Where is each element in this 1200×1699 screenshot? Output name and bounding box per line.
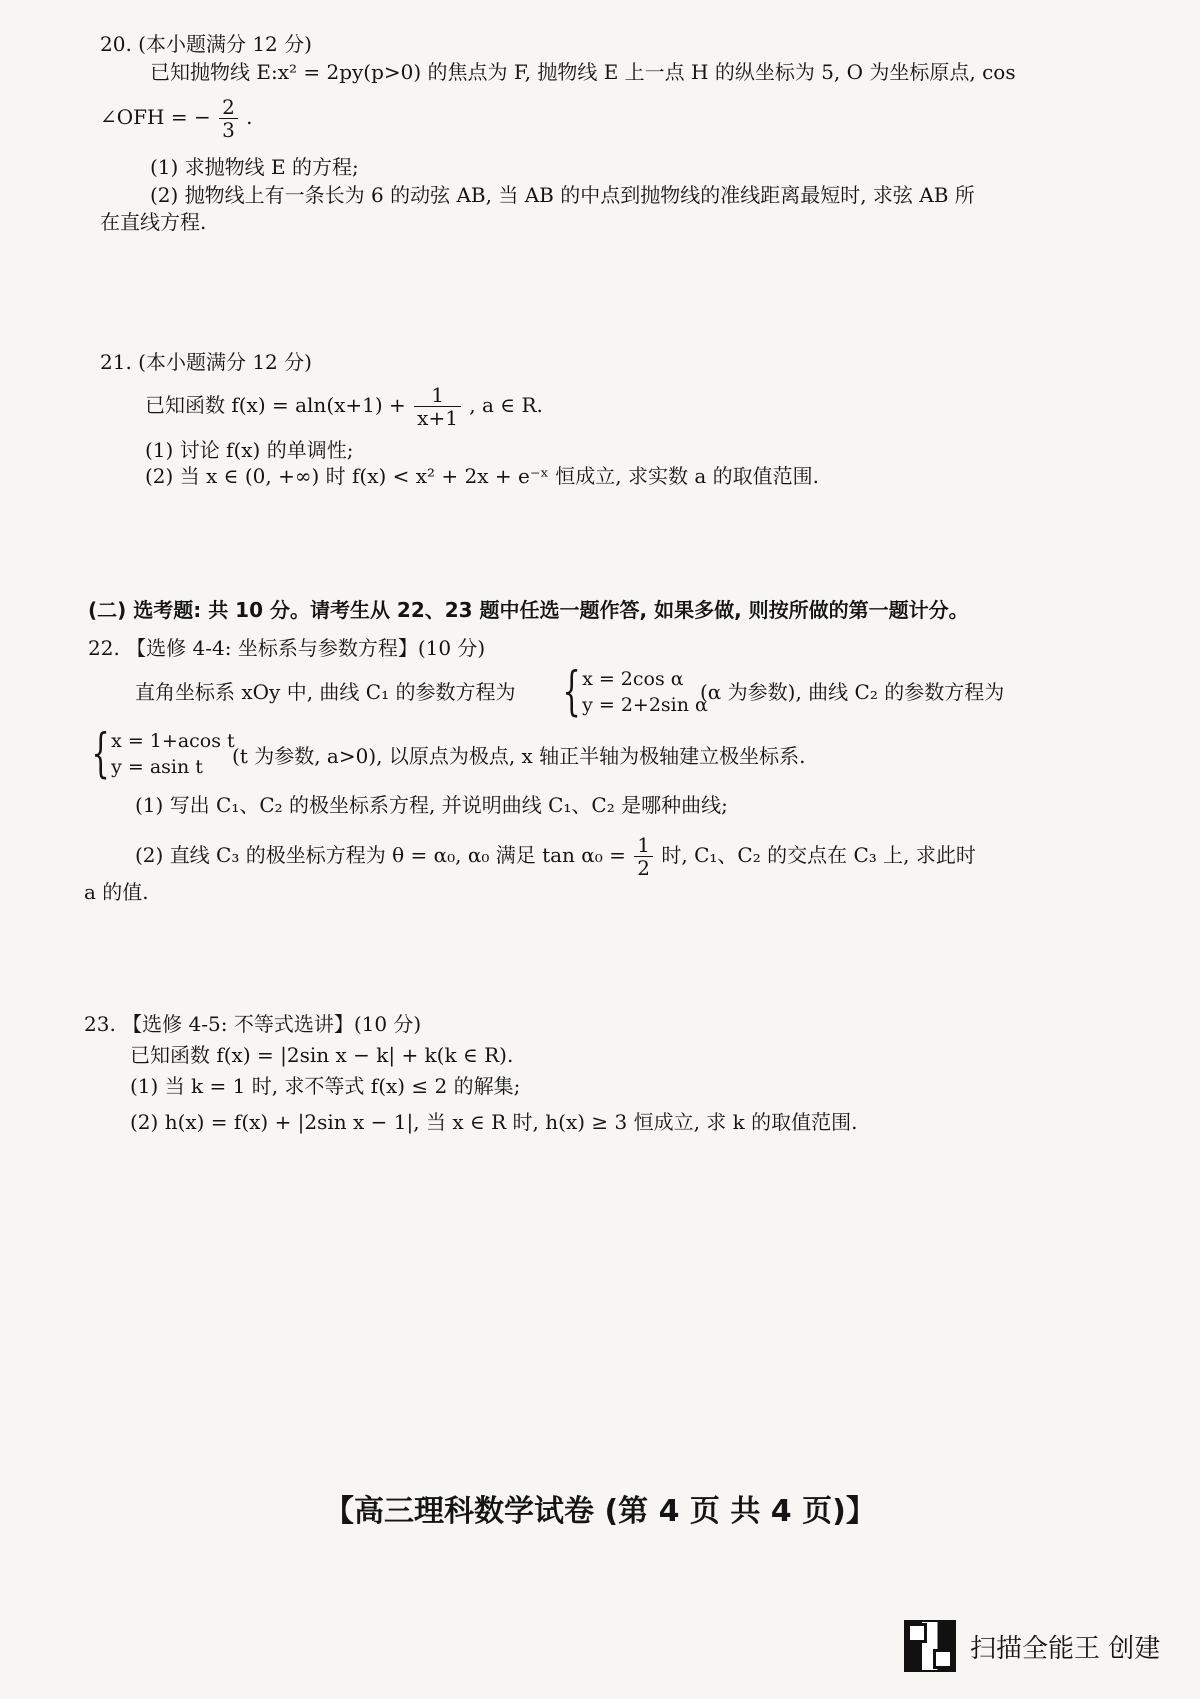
q22-part2	[135, 834, 976, 879]
q20-part2-line1: (2) 抛物线上有一条长为 6 的动弦 AB, 当 AB 的中点到抛物线的准线距离最短时, 求弦 AB 所	[150, 183, 975, 207]
q20-heading: 20. (本小题满分 12 分)	[100, 32, 312, 56]
q22-c2-after: (t 为参数, a>0), 以原点为极点, x 轴正半轴为极轴建立极坐标系.	[232, 744, 806, 768]
q23-part2: (2) h(x) = f(x) + |2sin x − 1|, 当 x ∈ R 时, h(x) ≥ 3 恒成立, 求 k 的取值范围.	[130, 1110, 858, 1134]
q22-part2-expr: (2) 直线 C₃ 的极坐标方程为 θ = α₀, α₀ 满足 tan α₀ =	[135, 843, 626, 867]
q22-c2-x: x = 1+acos t	[111, 730, 235, 752]
q21-part2: (2) 当 x ∈ (0, +∞) 时 f(x) < x² + 2x + e⁻ˣ 恒成立, 求实数 a 的取值范围.	[145, 464, 819, 488]
q22-c1-system	[555, 662, 708, 722]
page-footer: 【高三理科数学试卷 (第 4 页 共 4 页)】	[324, 1494, 876, 1529]
brace-icon: {	[562, 662, 581, 722]
q20-fraction-numerator: 2	[219, 96, 238, 119]
q23-given: 已知函数 f(x) = |2sin x − k| + k(k ∈ R).	[130, 1043, 514, 1067]
q21-function-expr: 已知函数 f(x) = aln(x+1) +	[145, 393, 406, 417]
q21-domain: , a ∈ R.	[469, 393, 543, 417]
q21-fraction-numerator: 1	[414, 384, 461, 407]
q23-heading: 23. 【选修 4-5: 不等式选讲】(10 分)	[84, 1012, 422, 1036]
q20-part1: (1) 求抛物线 E 的方程;	[150, 155, 359, 179]
q20-fraction-denominator: 3	[222, 118, 235, 142]
q22-intro-after: (α 为参数), 曲线 C₂ 的参数方程为	[700, 680, 1005, 704]
qr-code-icon	[904, 1620, 956, 1672]
q22-c1-x: x = 2cos α	[582, 668, 684, 690]
scanner-watermark: 扫描全能王 创建	[970, 1634, 1161, 1664]
q22-c2-y: y = asin t	[111, 756, 203, 778]
q21-fraction-denominator: x+1	[417, 406, 458, 430]
q22-fraction-denominator: 2	[637, 856, 651, 880]
q20-given-line1: 已知抛物线 E:x² = 2py(p>0) 的焦点为 F, 抛物线 E 上一点 H 的纵坐标为 5, O 为坐标原点, cos	[150, 60, 1016, 84]
q22-part2-end: a 的值.	[84, 880, 149, 904]
q20-fraction	[219, 96, 238, 141]
q20-part2-line2: 在直线方程.	[100, 210, 207, 234]
q20-angle-suffix: .	[246, 105, 253, 129]
q22-fraction-numerator: 1	[634, 834, 653, 857]
q22-intro: 直角坐标系 xOy 中, 曲线 C₁ 的参数方程为	[135, 680, 516, 704]
q21-fraction	[414, 384, 461, 429]
q20-angle-expr: ∠OFH = −	[100, 105, 211, 129]
section-2-heading: (二) 选考题: 共 10 分。请考生从 22、23 题中任选一题作答, 如果多做, 则按所做的第一题计分。	[88, 598, 969, 622]
q21-part1: (1) 讨论 f(x) 的单调性;	[145, 438, 354, 462]
q21-heading: 21. (本小题满分 12 分)	[100, 350, 312, 374]
q22-part1: (1) 写出 C₁、C₂ 的极坐标系方程, 并说明曲线 C₁、C₂ 是哪种曲线;	[135, 793, 728, 817]
q20-given-line2	[100, 96, 253, 141]
q22-part2-suffix: 时, C₁、C₂ 的交点在 C₃ 上, 求此时	[661, 843, 976, 867]
q23-part1: (1) 当 k = 1 时, 求不等式 f(x) ≤ 2 的解集;	[130, 1074, 521, 1098]
q22-fraction	[634, 834, 653, 879]
q22-heading: 22. 【选修 4-4: 坐标系与参数方程】(10 分)	[88, 636, 486, 660]
q22-c2-system	[84, 724, 235, 784]
q21-given	[145, 384, 543, 429]
q22-c1-y: y = 2+2sin α	[582, 694, 708, 716]
brace-icon: {	[91, 724, 110, 784]
